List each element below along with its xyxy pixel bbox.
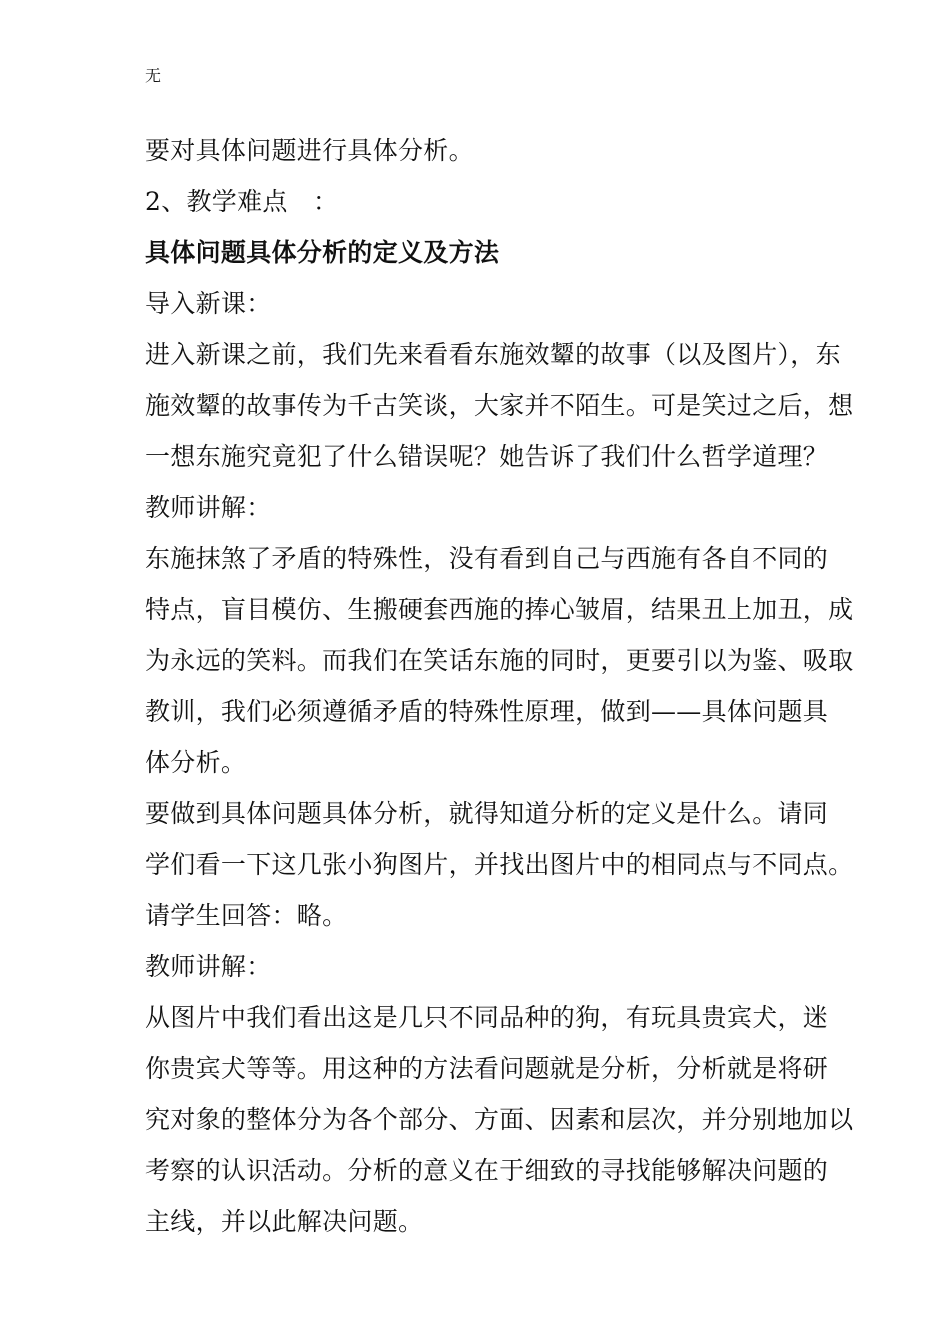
paragraph-line: 请学生回答：略。 <box>145 901 348 930</box>
paragraph-line: 教训，我们必须遵循矛盾的特殊性原理，做到——具体问题具 <box>145 697 829 726</box>
paragraph-line: 你贵宾犬等等。用这种的方法看问题就是分析，分析就是将研 <box>145 1054 829 1083</box>
paragraph-line: 进入新课之前，我们先来看看东施效颦的故事（以及图片），东 <box>145 340 841 369</box>
paragraph-line: 一想东施究竟犯了什么错误呢？她告诉了我们什么哲学道理？ <box>145 442 829 471</box>
section-label: 教师讲解： <box>145 952 272 981</box>
paragraph-line: 究对象的整体分为各个部分、方面、因素和层次，并分别地加以 <box>145 1105 854 1134</box>
paragraph-line: 主线，并以此解决问题。 <box>145 1207 424 1236</box>
paragraph-line: 体分析。 <box>145 748 247 777</box>
section-heading: 2、教学难点 ： <box>145 187 339 216</box>
section-label: 教师讲解： <box>145 493 272 522</box>
paragraph-line: 学们看一下这几张小狗图片，并找出图片中的相同点与不同点。 <box>145 850 854 879</box>
paragraph-line: 为永远的笑料。而我们在笑话东施的同时，更要引以为鉴、吸取 <box>145 646 854 675</box>
document-body <box>145 125 854 1247</box>
page-header-mark: 无 <box>145 66 162 85</box>
paragraph-line: 考察的认识活动。分析的意义在于细致的寻找能够解决问题的 <box>145 1156 829 1185</box>
bold-heading: 具体问题具体分析的定义及方法 <box>145 238 500 267</box>
paragraph-line: 要对具体问题进行具体分析。 <box>145 136 474 165</box>
paragraph-line: 施效颦的故事传为千古笑谈，大家并不陌生。可是笑过之后，想 <box>145 391 854 420</box>
paragraph-line: 特点，盲目模仿、生搬硬套西施的捧心皱眉，结果丑上加丑，成 <box>145 595 854 624</box>
paragraph-line: 从图片中我们看出这是几只不同品种的狗，有玩具贵宾犬，迷 <box>145 1003 829 1032</box>
paragraph-line: 要做到具体问题具体分析，就得知道分析的定义是什么。请同 <box>145 799 829 828</box>
section-label: 导入新课： <box>145 289 272 318</box>
paragraph-line: 东施抹煞了矛盾的特殊性，没有看到自己与西施有各自不同的 <box>145 544 829 573</box>
